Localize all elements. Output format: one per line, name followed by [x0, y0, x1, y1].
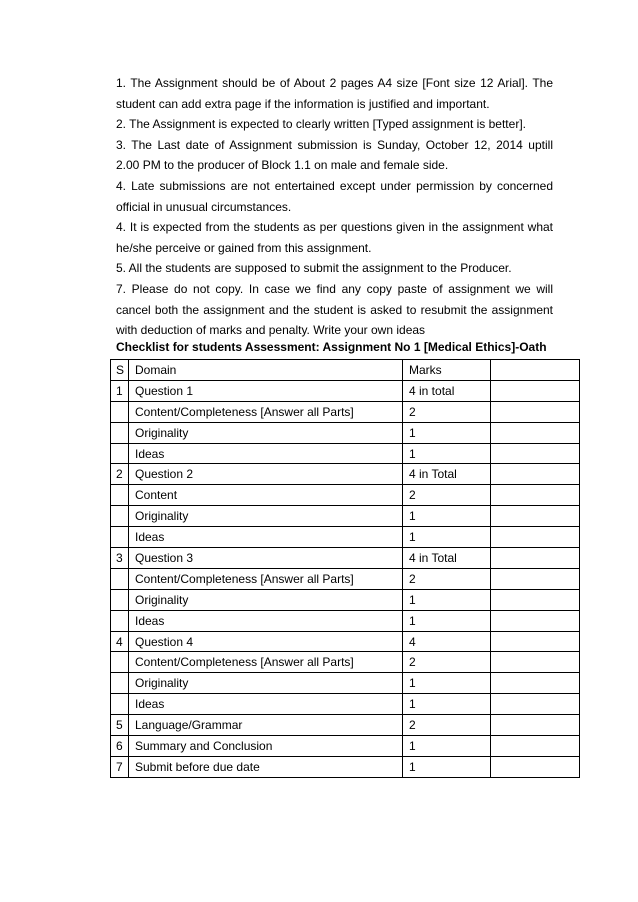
- row-domain: Ideas: [129, 694, 403, 715]
- table-row: [111, 694, 580, 715]
- row-extra: [491, 715, 580, 736]
- row-serial: [111, 652, 129, 673]
- row-serial: [111, 673, 129, 694]
- row-extra: [491, 380, 580, 401]
- row-domain: Question 3: [129, 548, 403, 569]
- table-row: [111, 736, 580, 757]
- row-marks: 2: [403, 401, 491, 422]
- row-marks: 2: [403, 568, 491, 589]
- row-extra: [491, 568, 580, 589]
- row-domain: Question 1: [129, 380, 403, 401]
- table-row: [111, 673, 580, 694]
- row-extra: [491, 589, 580, 610]
- row-marks: 4 in Total: [403, 464, 491, 485]
- table-row: [111, 527, 580, 548]
- row-marks: 2: [403, 715, 491, 736]
- row-serial: [111, 589, 129, 610]
- row-domain: Question 2: [129, 464, 403, 485]
- row-serial: [111, 422, 129, 443]
- row-extra: [491, 527, 580, 548]
- instruction-item: 4. Late submissions are not entertained except under permission by concerned official in unusual circumstances.: [116, 178, 553, 214]
- row-domain: Ideas: [129, 527, 403, 548]
- row-extra: [491, 694, 580, 715]
- row-extra: [491, 548, 580, 569]
- row-extra: [491, 756, 580, 777]
- table-row: [111, 485, 580, 506]
- row-domain: Ideas: [129, 610, 403, 631]
- table-row: [111, 380, 580, 401]
- row-extra: [491, 506, 580, 527]
- row-marks: 1: [403, 527, 491, 548]
- instruction-item: 5. All the students are supposed to submit the assignment to the Producer.: [116, 261, 512, 276]
- row-serial: [111, 485, 129, 506]
- row-serial: [111, 610, 129, 631]
- row-extra: [491, 464, 580, 485]
- row-domain: Ideas: [129, 443, 403, 464]
- row-marks: 1: [403, 443, 491, 464]
- instructions-list: [116, 73, 553, 341]
- row-domain: Submit before due date: [129, 756, 403, 777]
- row-domain: Content/Completeness [Answer all Parts]: [129, 568, 403, 589]
- instruction-item: 2. The Assignment is expected to clearly written [Typed assignment is better].: [116, 117, 526, 132]
- row-marks: 1: [403, 422, 491, 443]
- instruction-item: 4. It is expected from the students as per questions given in the assignment what he/she perceive or gained from this assignment.: [116, 220, 553, 255]
- table-row: [111, 464, 580, 485]
- table-header-row: [111, 360, 580, 381]
- row-extra: [491, 631, 580, 652]
- instruction-item: 7. Please do not copy. In case we find any copy paste of assignment we will cancel both the assignment and the student is asked to resubmit the assignment with deduction of marks and penalty. Write your own ideas: [116, 281, 553, 338]
- checklist-body: [111, 360, 580, 778]
- row-extra: [491, 485, 580, 506]
- row-serial: 4: [111, 631, 129, 652]
- header-serial: S: [111, 360, 129, 381]
- row-marks: 4: [403, 631, 491, 652]
- row-extra: [491, 422, 580, 443]
- table-row: [111, 506, 580, 527]
- header-marks: Marks: [403, 360, 491, 381]
- row-marks: 1: [403, 756, 491, 777]
- row-extra: [491, 443, 580, 464]
- row-marks: 4 in Total: [403, 548, 491, 569]
- row-serial: [111, 568, 129, 589]
- row-serial: [111, 443, 129, 464]
- row-marks: 1: [403, 694, 491, 715]
- row-marks: 1: [403, 736, 491, 757]
- row-serial: 3: [111, 548, 129, 569]
- checklist-title: Checklist for students Assessment: Assignment No 1 [Medical Ethics]-Oath: [116, 340, 547, 354]
- table-row: [111, 589, 580, 610]
- table-row: [111, 422, 580, 443]
- table-row: [111, 568, 580, 589]
- row-domain: Language/Grammar: [129, 715, 403, 736]
- row-extra: [491, 610, 580, 631]
- table-row: [111, 443, 580, 464]
- instruction-item: 3. The Last date of Assignment submission is Sunday, October 12, 2014 uptill 2.00 PM to the producer of Block 1.1 on male and female side.: [116, 137, 553, 173]
- row-extra: [491, 736, 580, 757]
- row-domain: Content: [129, 485, 403, 506]
- row-serial: 2: [111, 464, 129, 485]
- table-row: [111, 652, 580, 673]
- table-row: [111, 715, 580, 736]
- row-serial: [111, 401, 129, 422]
- row-marks: 1: [403, 673, 491, 694]
- table-row: [111, 631, 580, 652]
- row-serial: [111, 527, 129, 548]
- table-row: [111, 756, 580, 777]
- row-domain: Summary and Conclusion: [129, 736, 403, 757]
- row-domain: Originality: [129, 506, 403, 527]
- row-extra: [491, 673, 580, 694]
- checklist-table: [110, 359, 580, 778]
- row-serial: 7: [111, 756, 129, 777]
- row-extra: [491, 401, 580, 422]
- table-row: [111, 548, 580, 569]
- row-serial: 5: [111, 715, 129, 736]
- table-row: [111, 401, 580, 422]
- row-serial: [111, 506, 129, 527]
- row-domain: Originality: [129, 422, 403, 443]
- row-domain: Content/Completeness [Answer all Parts]: [129, 401, 403, 422]
- row-marks: 2: [403, 652, 491, 673]
- row-marks: 1: [403, 506, 491, 527]
- row-marks: 2: [403, 485, 491, 506]
- header-extra: [491, 360, 580, 381]
- table-row: [111, 610, 580, 631]
- row-domain: Content/Completeness [Answer all Parts]: [129, 652, 403, 673]
- row-domain: Question 4: [129, 631, 403, 652]
- instruction-item: 1. The Assignment should be of About 2 pages A4 size [Font size 12 Arial]. The student can add extra page if the information is justified and important.: [116, 76, 553, 111]
- row-serial: 1: [111, 380, 129, 401]
- row-extra: [491, 652, 580, 673]
- header-domain: Domain: [129, 360, 403, 381]
- row-serial: 6: [111, 736, 129, 757]
- row-marks: 4 in total: [403, 380, 491, 401]
- row-marks: 1: [403, 589, 491, 610]
- row-serial: [111, 694, 129, 715]
- row-domain: Originality: [129, 673, 403, 694]
- row-domain: Originality: [129, 589, 403, 610]
- row-marks: 1: [403, 610, 491, 631]
